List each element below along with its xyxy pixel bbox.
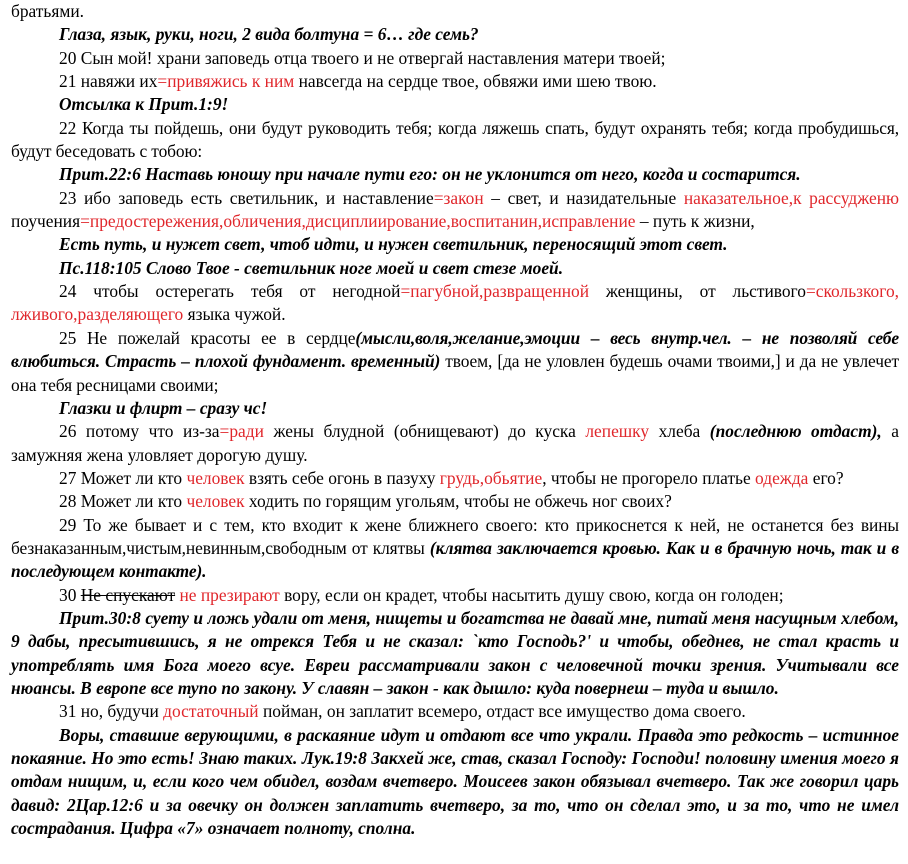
text-run: =ради [219, 421, 264, 442]
text-run: жены блудной (обнищевают) до куска [263, 421, 586, 442]
paragraph-p9 [11, 257, 899, 280]
text-run: Глаза, язык, руки, ноги, 2 вида болтуна = 6… где семь? [59, 24, 479, 45]
text-run: твоем, [да не уловлен будешь очами твоими,] и да не увлечет она тебя ресницами своими; [11, 351, 899, 395]
text-run: (мысли,воля,желание,эмоции – весь внутр.чел. – не позволяй себе влюбиться. Страсть – плохой фундамент. временный) [11, 327, 900, 372]
text-run: поучения [11, 211, 81, 232]
paragraph-p14 [11, 467, 899, 490]
text-run: 30 [59, 584, 81, 605]
paragraph-p19 [11, 700, 899, 723]
text-run: 21 навяжи их [59, 71, 158, 92]
text-run: 23 ибо заповедь есть светильник, и наставление [59, 187, 434, 208]
text-run: языка чужой. [183, 304, 286, 325]
paragraph-p18 [11, 607, 899, 700]
text-run: Пс.118:105 Слово Твое - светильник ноге моей и свет стезе моей. [59, 257, 564, 278]
paragraph-p11 [11, 327, 899, 397]
text-run: 22 Когда ты пойдешь, они будут руководить тебя; когда ляжешь спать, будут охранять тебя; когда пробудишься, будут беседовать с тобою: [11, 117, 899, 162]
text-run: (последнюю отдаст), [709, 421, 882, 442]
text-run: =пагубной,развращенной [400, 281, 590, 302]
paragraph-p6 [11, 163, 899, 186]
paragraph-p20 [11, 724, 899, 841]
paragraph-p13 [11, 420, 899, 467]
paragraph-p1 [11, 23, 899, 46]
text-run: хлеба [649, 421, 710, 442]
text-run: =предостережения,обличения,дисциплиирование,воспитанин,исправление [80, 211, 636, 232]
text-run: 27 Может ли кто [59, 467, 187, 488]
text-run: – свет, и назидательные [483, 187, 684, 208]
text-run: 20 Сын мой! храни заповедь отца твоего и не отвергай наставления матери твоей; [59, 47, 666, 68]
paragraph-p15 [11, 490, 899, 513]
text-run: лепешку [585, 421, 650, 442]
text-run: не презирают [179, 584, 280, 605]
text-run: взять себе огонь в пазуху [244, 467, 440, 488]
paragraph-p17 [11, 584, 899, 607]
text-run: – путь к жизни, [635, 211, 755, 232]
text-run: 25 Не пожелай красоты ее в сердце [59, 327, 356, 348]
text-run: , чтобы не прогорело платье [542, 467, 756, 488]
text-run: женщины, от льстивого [589, 281, 806, 302]
text-run: навсегда на сердце твое, обвяжи ими шею твою. [294, 71, 657, 92]
paragraph-p3 [11, 70, 899, 93]
text-run: 26 потому что из-за [59, 421, 220, 442]
text-run: (клятва заключается кровью. Как и в брачную ночь, так и в последующем контакте). [11, 537, 899, 582]
text-run: 28 Может ли кто [59, 491, 187, 512]
text-run: Отсылка к Прит.1:9! [59, 94, 229, 115]
paragraph-p7 [11, 187, 899, 234]
text-run: Есть путь, и нужет свет, чтоб идти, и нужен светильник, переносящий этот свет. [59, 234, 728, 255]
paragraph-p5 [11, 117, 899, 164]
paragraph-p12 [11, 397, 899, 420]
paragraph-p2 [11, 47, 899, 70]
text-run: грудь,обьятие [439, 467, 543, 488]
text-run: =скользкого, лживого,разделяющего [11, 281, 899, 325]
paragraph-p4 [11, 93, 899, 116]
text-run: Прит.30:8 суету и ложь удали от меня, нищеты и богатства не давай мне, питай меня насущным хлебом, 9 дабы, пресытившись, я не отрекся Тебя и не сказал: `кто Господь?' и чтобы, обеднев, не стал красть и употреблять имя Бога моего всуе. Евреи рассматривали закон с человечной точки зрения. Учитывали все нюансы. В европе все тупо по закону. У славян – закон - как дышло: куда повернеш – туда и вышло. [11, 607, 899, 698]
text-run: Не спускают [80, 584, 176, 605]
paragraph-p16 [11, 514, 899, 584]
text-run: 24 чтобы остерегать тебя от негодной [59, 281, 401, 302]
paragraph-p0 [11, 0, 899, 23]
text-run: Прит.22:6 Наставь юношу при начале пути его: он не уклонится от него, когда и состарится. [59, 164, 801, 185]
text-run: 29 То же бывает и с тем, кто входит к жене ближнего своего: кто прикоснется к ней, не останется без вины безнаказанным,чистым,невинным,свободным от клятвы [11, 514, 899, 558]
text-run: пойман, он заплатит всемеро, отдаст все имущество дома своего. [258, 701, 746, 722]
text-run: Воры, ставшие верующими, в раскаяние идут и отдают все что украли. Правда это редкость – истинное покаяние. Но это есть! Знаю таких. Лук.19:8 Закхей же, став, сказал Господу: Господи! половину имения моего я отдам нищим, и, если кого чем обидел, воздам вчетверо. Моисеев закон обязывал вчетверо. Так же говорил царь давид: 2Цар.12:6 и за овечку он должен заплатить вчетверо, за то, что он сделал это, и за то, что не имел сострадания. Цифра «7» означает полноту, сполна. [11, 724, 899, 839]
text-run: =привяжись к ним [157, 71, 295, 92]
text-run: Глазки и флирт – сразу чс! [59, 397, 268, 418]
text-run: 31 но, будучи [59, 701, 164, 722]
text-run: его? [808, 467, 844, 488]
text-run: человек [186, 491, 245, 512]
paragraph-p8 [11, 233, 899, 256]
text-run: а замужняя жена уловляет дорогую душу. [11, 421, 900, 465]
paragraph-p10 [11, 280, 899, 327]
text-run: ходить по горящим угольям, чтобы не обжечь ног своих? [244, 491, 672, 512]
text-run: =закон [433, 187, 484, 208]
text-run: наказательное,к рассудженю [683, 187, 900, 208]
text-run: одежда [755, 467, 809, 488]
text-run: человек [186, 467, 245, 488]
text-run: вору, если он крадет, чтобы насытить душу свою, когда он голоден; [279, 584, 784, 605]
text-run: братьями. [11, 1, 85, 21]
text-run: достаточный [163, 701, 259, 722]
